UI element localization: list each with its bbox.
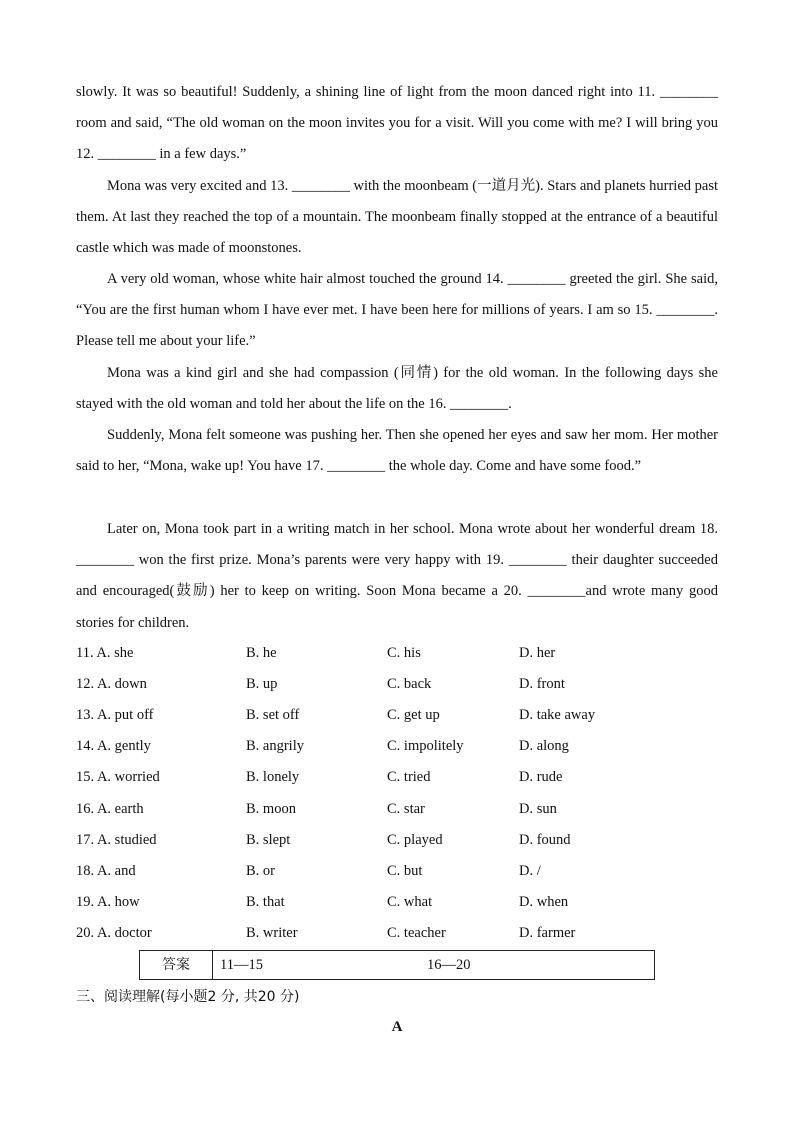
paragraph-5: Suddenly, Mona felt someone was pushing her. Then she opened her eyes and saw her mom. Her mother said to her, “Mona, wake up! You have 17. ________ the whole day. Come and have some food.” — [76, 427, 718, 475]
option-a: 13. A. put off — [76, 707, 154, 723]
option-c: C. get up — [387, 707, 440, 723]
paragraph-1: slowly. It was so beautiful! Suddenly, a shining line of light from the moon danced right into 11. ________ room and said, “The old woman on the moon invites you for a visit. Will you come with me? I will bring you 12. ________ in a few days.” — [76, 84, 718, 163]
option-a: 19. A. how — [76, 894, 140, 910]
option-a: 17. A. studied — [76, 832, 157, 848]
option-d: D. front — [519, 676, 565, 692]
option-d: D. rude — [519, 769, 563, 785]
option-d: D. found — [519, 832, 571, 848]
option-d: D. sun — [519, 801, 557, 817]
option-b: B. he — [246, 645, 277, 661]
answer-range-11-15[interactable]: 11—15 — [220, 957, 263, 973]
option-c: C. played — [387, 832, 443, 848]
question-options-15 — [76, 769, 718, 791]
option-b: B. lonely — [246, 769, 300, 785]
option-a: 14. A. gently — [76, 738, 151, 754]
option-a: 18. A. and — [76, 863, 136, 879]
answer-table — [139, 950, 655, 980]
option-c: C. teacher — [387, 925, 446, 941]
option-b: B. set off — [246, 707, 300, 723]
question-options-14 — [76, 738, 718, 760]
option-c: C. star — [387, 801, 425, 817]
option-a: 11. A. she — [76, 645, 134, 661]
option-b: B. writer — [246, 925, 298, 941]
question-options-20 — [76, 925, 718, 947]
option-b: B. that — [246, 894, 285, 910]
option-c: C. his — [387, 645, 421, 661]
question-options-19 — [76, 894, 718, 916]
option-c: C. tried — [387, 769, 431, 785]
option-d: D. along — [519, 738, 569, 754]
option-b: B. angrily — [246, 738, 304, 754]
option-b: B. slept — [246, 832, 291, 848]
paragraph-6: Later on, Mona took part in a writing match in her school. Mona wrote about her wonderful dream 18. ________ won the first prize. Mona’s parents were very happy with 19. ________ their daughter succeeded and encouraged(鼓励) her to keep on writing. Soon Mona became a 20. ________and wrote many good stories for children. — [76, 521, 718, 631]
answer-range-16-20[interactable]: 16—20 — [427, 957, 471, 973]
option-b: B. moon — [246, 801, 296, 817]
section-title: 三、阅读理解(每小题2 分, 共20 分) — [76, 989, 300, 1005]
option-d: D. when — [519, 894, 569, 910]
paragraph-2: Mona was very excited and 13. ________ with the moonbeam (一道月光). Stars and planets hurried past them. At last they reached the top of a mountain. The moonbeam finally stopped at the entrance of a beautiful castle which was made of moonstones. — [76, 178, 718, 257]
option-d: D. / — [519, 863, 541, 879]
option-d: D. take away — [519, 707, 596, 723]
option-c: C. back — [387, 676, 432, 692]
question-options-17 — [76, 832, 718, 854]
option-a: 20. A. doctor — [76, 925, 152, 941]
question-options-16 — [76, 801, 718, 823]
option-d: D. farmer — [519, 925, 576, 941]
option-c: C. what — [387, 894, 433, 910]
paragraph-3: A very old woman, whose white hair almost touched the ground 14. ________ greeted the girl. She said, “You are the first human whom I have ever met. I have been here for millions of years. I am so 15. ________. Please tell me about your life.” — [76, 271, 718, 350]
answer-label: 答案 — [140, 951, 213, 979]
option-d: D. her — [519, 645, 556, 661]
option-b: B. or — [246, 863, 275, 879]
question-options-11 — [76, 645, 718, 667]
question-options-13 — [76, 707, 718, 729]
paragraph-4: Mona was a kind girl and she had compassion (同情) for the old woman. In the following days she stayed with the old woman and told her about the life on the 16. ________. — [76, 365, 718, 413]
question-options-18 — [76, 863, 718, 885]
option-a: 16. A. earth — [76, 801, 144, 817]
question-options-12 — [76, 676, 718, 698]
option-a: 12. A. down — [76, 676, 147, 692]
option-b: B. up — [246, 676, 278, 692]
option-c: C. impolitely — [387, 738, 464, 754]
option-a: 15. A. worried — [76, 769, 160, 785]
option-c: C. but — [387, 863, 423, 879]
passage-label: A — [391, 1019, 403, 1035]
